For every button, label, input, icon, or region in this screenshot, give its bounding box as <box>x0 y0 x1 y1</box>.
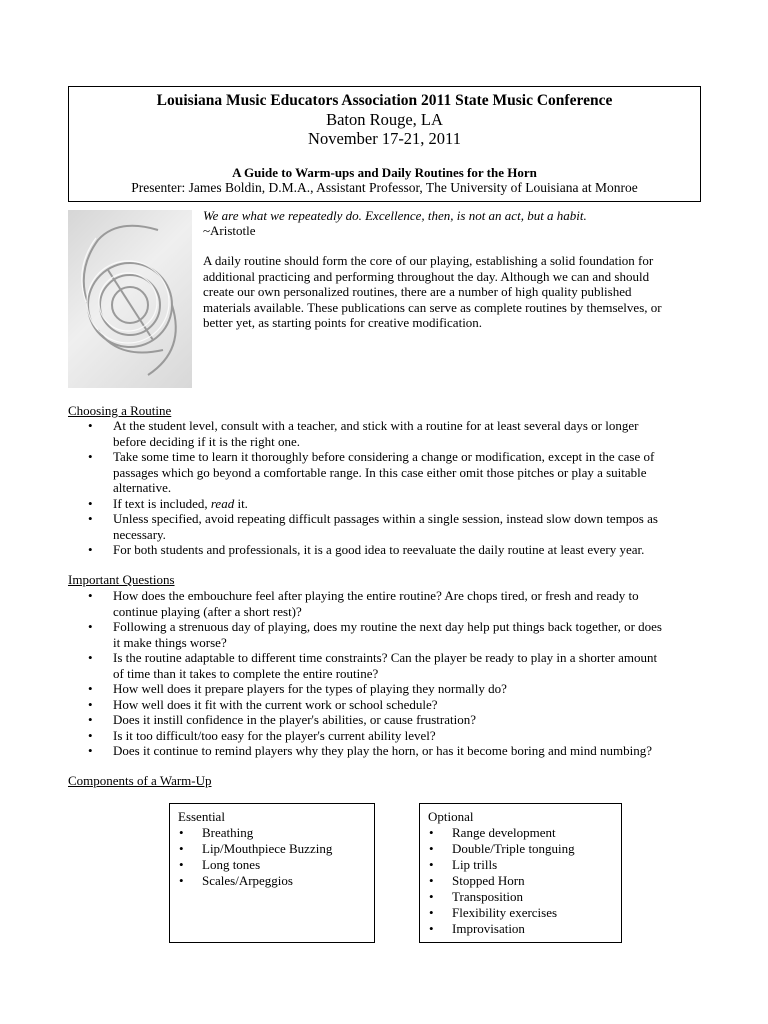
conference-header-box <box>68 86 701 202</box>
intro-line: better yet, as starting points for creative modification. <box>203 315 483 330</box>
intro-paragraph <box>203 253 703 331</box>
intro-line: A daily routine should form the core of our playing, establishing a solid foundation for <box>203 253 654 268</box>
list-item: • Breathing <box>179 825 254 840</box>
optional-heading: Optional <box>428 809 474 824</box>
bullet-icon: • <box>429 889 434 904</box>
list-item: • Stopped Horn <box>429 873 525 888</box>
list-item: • Does it instill confidence in the player's abilities, or cause frustration? <box>88 712 476 727</box>
choosing-routine-heading: Choosing a Routine <box>68 403 172 418</box>
essential-list <box>178 825 374 937</box>
bullet-icon: • <box>88 681 93 696</box>
list-item: • Lip/Mouthpiece Buzzing <box>179 841 333 856</box>
list-item: • How does the embouchure feel after playing the entire routine? Are chops tired, or fresh and ready to continue playing (after a short rest)? <box>88 588 639 619</box>
important-questions-heading: Important Questions <box>68 572 175 587</box>
bullet-icon: • <box>88 511 93 526</box>
list-item: • Improvisation <box>429 921 525 936</box>
list-item: • Double/Triple tonguing <box>429 841 575 856</box>
presenter-line: Presenter: James Boldin, D.M.A., Assistant Professor, The University of Louisiana at Monroe <box>131 180 638 195</box>
bullet-icon: • <box>88 727 93 743</box>
bullet-icon: • <box>429 921 434 936</box>
bullet-icon: • <box>88 542 93 557</box>
conference-dates: November 17-21, 2011 <box>308 129 461 148</box>
bullet-icon: • <box>88 743 93 758</box>
bullet-icon: • <box>429 857 434 872</box>
bullet-icon: • <box>88 696 93 712</box>
list-item: • How well does it prepare players for the types of playing they normally do? <box>88 681 507 696</box>
bullet-icon: • <box>179 825 184 840</box>
emphasis-read: read <box>210 495 235 511</box>
list-item: • Take some time to learn it thoroughly before considering a change or modification, except in the case of passages which go beyond a comfortable range. In this case either omit those pitches or play a suitable alternative. <box>88 449 655 495</box>
list-item: • At the student level, consult with a teacher, and stick with a routine for at least several days or longer before deciding if it is the right one. <box>88 418 639 449</box>
optional-box <box>419 803 622 943</box>
bullet-icon: • <box>179 857 184 872</box>
list-item: • Flexibility exercises <box>429 905 558 920</box>
list-item: • Following a strenuous day of playing, does my routine the next day help put things back together, or does it make things worse? <box>88 619 662 650</box>
bullet-icon: • <box>429 873 434 888</box>
horn-photo <box>68 210 192 388</box>
list-item: • Does it continue to remind players why they play the horn, or has it become boring and mind numbing? <box>88 743 653 758</box>
list-item: • Is it too difficult/too easy for the player's current ability level? <box>88 727 436 743</box>
bullet-icon: • <box>88 619 93 634</box>
intro-line: create our own personalized routines, there are a number of high quality published <box>203 284 632 299</box>
bullet-icon: • <box>179 873 184 888</box>
bullet-icon: • <box>88 650 93 665</box>
guide-title: A Guide to Warm-ups and Daily Routines for the Horn <box>232 165 537 180</box>
bullet-icon: • <box>88 712 93 727</box>
components-heading: Components of a Warm-Up <box>68 773 212 788</box>
list-item: • Unless specified, avoid repeating difficult passages within a single session, instead slow down tempos as necessary. <box>88 511 658 542</box>
bullet-icon: • <box>429 825 434 840</box>
list-item: • Lip trills <box>429 857 498 872</box>
quote-author: ~Aristotle <box>203 223 256 238</box>
optional-list <box>428 825 621 941</box>
bullet-icon: • <box>88 449 93 464</box>
intro-line: additional practicing and performing throughout the day. Although we can and should <box>203 268 650 284</box>
list-item: • If text is included, read it. <box>88 495 248 511</box>
list-item: • For both students and professionals, it is a good idea to reevaluate the daily routine at least every year. <box>88 542 645 557</box>
list-item: • Long tones <box>179 857 261 872</box>
bullet-icon: • <box>88 588 93 603</box>
choosing-routine-list <box>0 418 658 558</box>
conference-title: Louisiana Music Educators Association 2011 State Music Conference <box>156 92 613 109</box>
important-questions-list <box>0 588 662 759</box>
bullet-icon: • <box>179 841 184 856</box>
list-item: • Is the routine adaptable to different time constraints? Can the player be ready to play in a shorter amount of time than it takes to complete the entire routine? <box>88 650 658 681</box>
list-item: • How well does it fit with the current work or school schedule? <box>88 696 438 712</box>
list-item: • Scales/Arpeggios <box>179 873 293 888</box>
conference-location: Baton Rouge, LA <box>326 110 443 129</box>
aristotle-quote: We are what we repeatedly do. Excellence, then, is not an act, but a habit. <box>203 208 587 223</box>
bullet-icon: • <box>429 841 434 856</box>
essential-box <box>169 803 375 943</box>
bullet-icon: • <box>429 905 434 920</box>
list-item: • Transposition <box>429 889 524 904</box>
intro-line: materials available. These publications can serve as complete routines by themselves, or <box>203 299 662 315</box>
list-item: • Range development <box>429 825 556 840</box>
bullet-icon: • <box>88 418 93 433</box>
bullet-icon: • <box>88 495 93 511</box>
essential-heading: Essential <box>178 809 225 824</box>
